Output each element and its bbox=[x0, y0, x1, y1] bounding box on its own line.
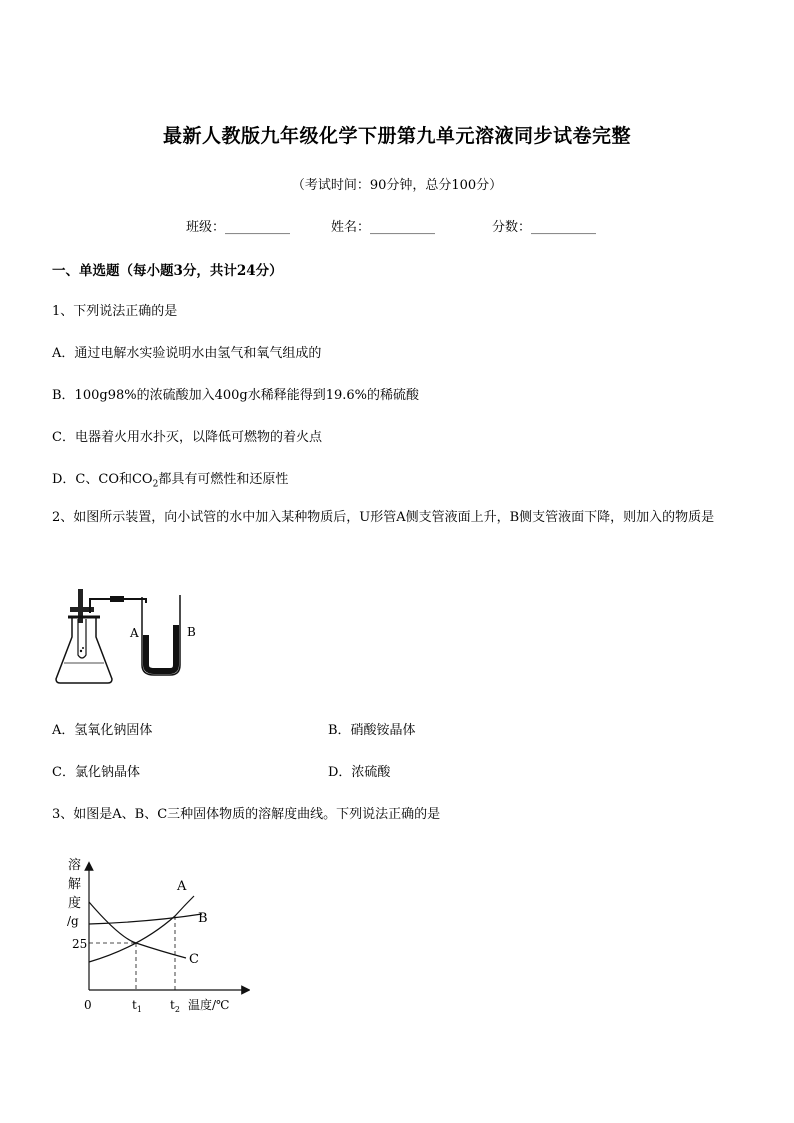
q2-option-c: C．氯化钠晶体 bbox=[52, 765, 140, 780]
rubber-connector bbox=[110, 596, 124, 602]
q1-option-a: A．通过电解水实验说明水由氢气和氧气组成的 bbox=[52, 346, 322, 361]
q3-stem: 3、如图是A、B、C三种固体物质的溶解度曲线。下列说法正确的是 bbox=[52, 807, 441, 822]
tube-dot bbox=[82, 647, 84, 649]
q2-option-d: D．浓硫酸 bbox=[328, 765, 391, 780]
x-tick-t1-sub: 1 bbox=[136, 1005, 142, 1014]
curve-a bbox=[89, 896, 194, 962]
name-field bbox=[331, 216, 435, 235]
curve-b-label: B bbox=[198, 911, 208, 926]
q2-option-a: A．氢氧化钠固体 bbox=[52, 723, 153, 738]
y-tick-25: 25 bbox=[72, 937, 88, 951]
u-tube-liquid bbox=[146, 625, 176, 671]
y-label-char-3: 度 bbox=[68, 896, 82, 911]
u-tube-label-a: A bbox=[130, 626, 139, 640]
q2-option-b: B．硝酸铵晶体 bbox=[328, 723, 416, 738]
curve-c-label: C bbox=[189, 952, 199, 967]
x-tick-t2-base: t bbox=[170, 998, 175, 1012]
q1-option-d-subscript: 2 bbox=[152, 479, 159, 490]
class-field bbox=[186, 216, 290, 235]
q1-option-d bbox=[52, 468, 288, 490]
name-label: 姓名： bbox=[331, 220, 371, 235]
q1-option-b: B．100g98%的浓硫酸加入400g水稀释能得到19.6%的稀硫酸 bbox=[52, 388, 420, 403]
q1-stem: 1、下列说法正确的是 bbox=[52, 304, 178, 319]
q2-stem: 2、如图所示装置，向小试管的水中加入某种物质后，U形管A侧支管液面上升，B侧支管液面下降，则加入的物质是 bbox=[52, 510, 715, 525]
solubility-curve-figure bbox=[60, 852, 250, 1017]
class-label: 班级： bbox=[186, 220, 226, 235]
exam-duration: （考试时间：90分钟，总分100分） bbox=[291, 178, 503, 193]
curve-c bbox=[89, 902, 186, 958]
page-title: 最新人教版九年级化学下册第九单元溶液同步试卷完整 bbox=[162, 125, 631, 147]
x-axis-label: 温度/℃ bbox=[188, 998, 230, 1012]
score-field bbox=[492, 216, 596, 235]
section-heading: 一、单选题（每小题3分，共计24分） bbox=[52, 263, 283, 279]
x-tick-t1 bbox=[132, 998, 142, 1014]
q1-option-c: C．电器着火用水扑灭，以降低可燃物的着火点 bbox=[52, 430, 322, 445]
curve-a-label: A bbox=[177, 879, 187, 894]
score-label: 分数： bbox=[492, 220, 532, 235]
small-test-tube bbox=[78, 619, 86, 658]
x-tick-t2-sub: 2 bbox=[174, 1005, 180, 1014]
score-blank: __________ bbox=[531, 220, 597, 235]
origin-label: 0 bbox=[84, 998, 92, 1012]
x-tick-t1-base: t bbox=[132, 998, 137, 1012]
u-tube-label-b: B bbox=[187, 625, 196, 639]
name-blank: __________ bbox=[370, 220, 436, 235]
tube-dot bbox=[80, 650, 82, 652]
u-tube-apparatus-figure bbox=[50, 585, 220, 690]
curve-b bbox=[89, 914, 202, 924]
y-label-char-2: 解 bbox=[68, 877, 82, 892]
x-tick-t2 bbox=[170, 998, 180, 1014]
class-blank: __________ bbox=[225, 220, 291, 235]
y-label-unit: /g bbox=[67, 914, 79, 928]
conical-flask bbox=[56, 617, 112, 683]
q1-option-d-suffix: 都具有可燃性和还原性 bbox=[158, 472, 289, 487]
q1-option-d-prefix: D．C、CO和CO bbox=[52, 472, 153, 487]
y-label-char-1: 溶 bbox=[68, 858, 82, 873]
